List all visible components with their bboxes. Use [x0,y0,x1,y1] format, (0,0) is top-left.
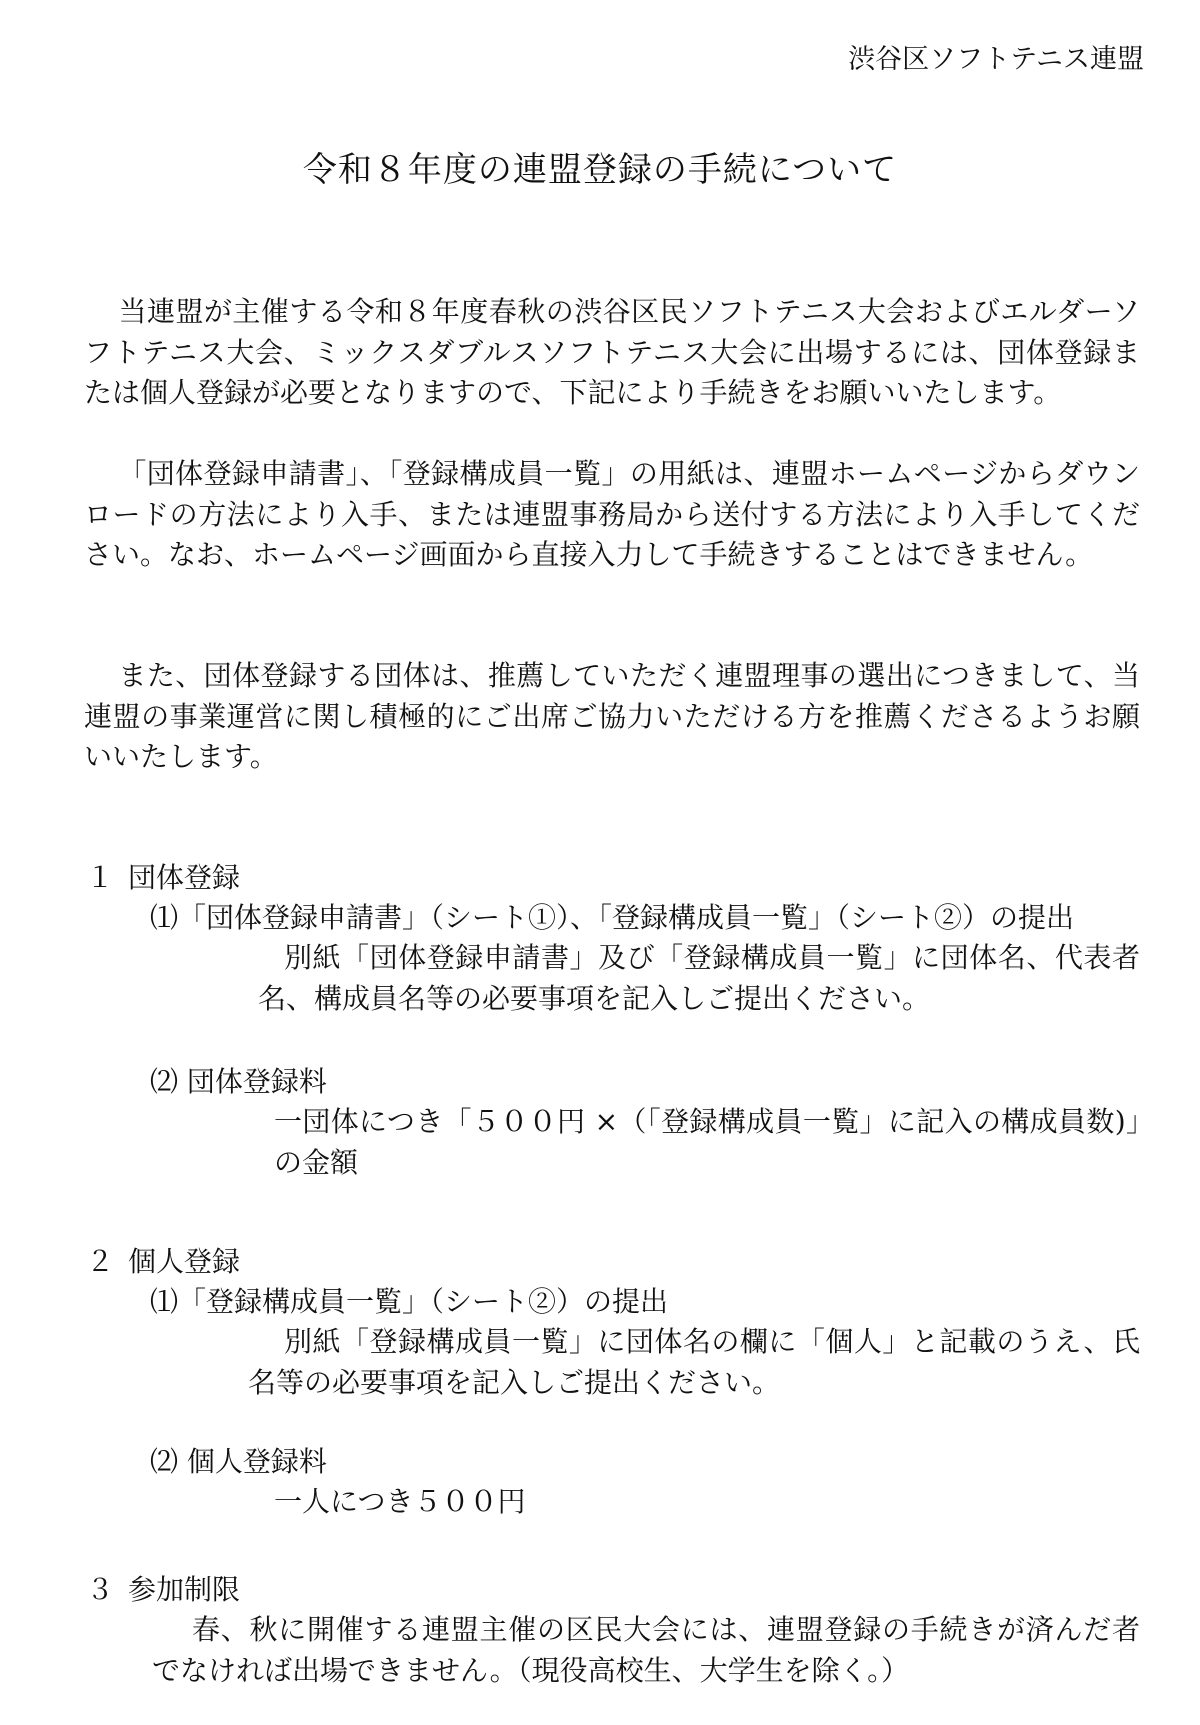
intro-text-1: 当連盟が主催する令和８年度春秋の渋谷区民ソフトテニス大会およびエルダーソフトテニス大会、ミックスダブルスソフトテニス大会に出場するには、団体登録または個人登録が必要となりますので、下記により手続きをお願いいたします。 [84,295,1140,409]
intro-paragraph-1 [84,292,1140,414]
section-1-title: 団体登録 [128,861,241,894]
section-2-item-1-label: ⑴「登録構成員一覧」（シート②）の提出 [150,1285,669,1318]
intro-text-2: 「団体登録申請書」、「登録構成員一覧」の用紙は、連盟ホームページからダウンロードの方法により入手、または連盟事務局から送付する方法により入手してください。なお、ホームページ画面から直接入力して手続きすることはできません。 [84,457,1140,571]
section-1-item-2-body: 一団体につき「５００円 ×（「登録構成員一覧」に記入の構成員数)」の金額 [274,1105,1140,1179]
section-3-heading [86,1570,240,1610]
section-2-title: 個人登録 [128,1245,241,1278]
section-2-item-2-label: ⑵ 個人登録料 [150,1445,327,1478]
section-3-number: ３ [86,1573,115,1606]
organization-name: 渋谷区ソフトテニス連盟 [848,44,1144,75]
intro-paragraph-2 [84,454,1140,576]
section-1-item-2-label: ⑵ 団体登録料 [150,1065,327,1098]
section-1-item-1-label: ⑴「団体登録申請書」（シート①）、「登録構成員一覧」（シート②）の提出 [150,901,1075,934]
intro-paragraph-3 [84,656,1140,778]
document-title: 令和８年度の連盟登録の手続について [302,150,898,190]
section-1-number: １ [86,861,115,894]
section-2-item-1-body: 別紙「登録構成員一覧」に団体名の欄に「個人」と記載のうえ、氏名等の必要事項を記入しご提出ください。 [248,1325,1140,1399]
intro-text-3: また、団体登録する団体は、推薦していただく連盟理事の選出につきまして、当連盟の事業運営に関し積極的にご出席ご協力いただける方を推薦くださるようお願いいたします。 [84,659,1140,773]
section-2-number: ２ [86,1245,115,1278]
section-2-heading [86,1242,240,1282]
section-1-heading [86,858,240,898]
section-3-title: 参加制限 [128,1573,241,1606]
section-3-body: 春、秋に開催する連盟主催の区民大会には、連盟登録の手続きが済んだ者でなければ出場できません。（現役高校生、大学生を除く。） [152,1613,1140,1687]
section-1-item-1-body: 別紙「団体登録申請書」及び「登録構成員一覧」に団体名、代表者名、構成員名等の必要事項を記入しご提出ください。 [258,941,1140,1015]
section-2-item-2-body: 一人につき５００円 [274,1485,526,1518]
